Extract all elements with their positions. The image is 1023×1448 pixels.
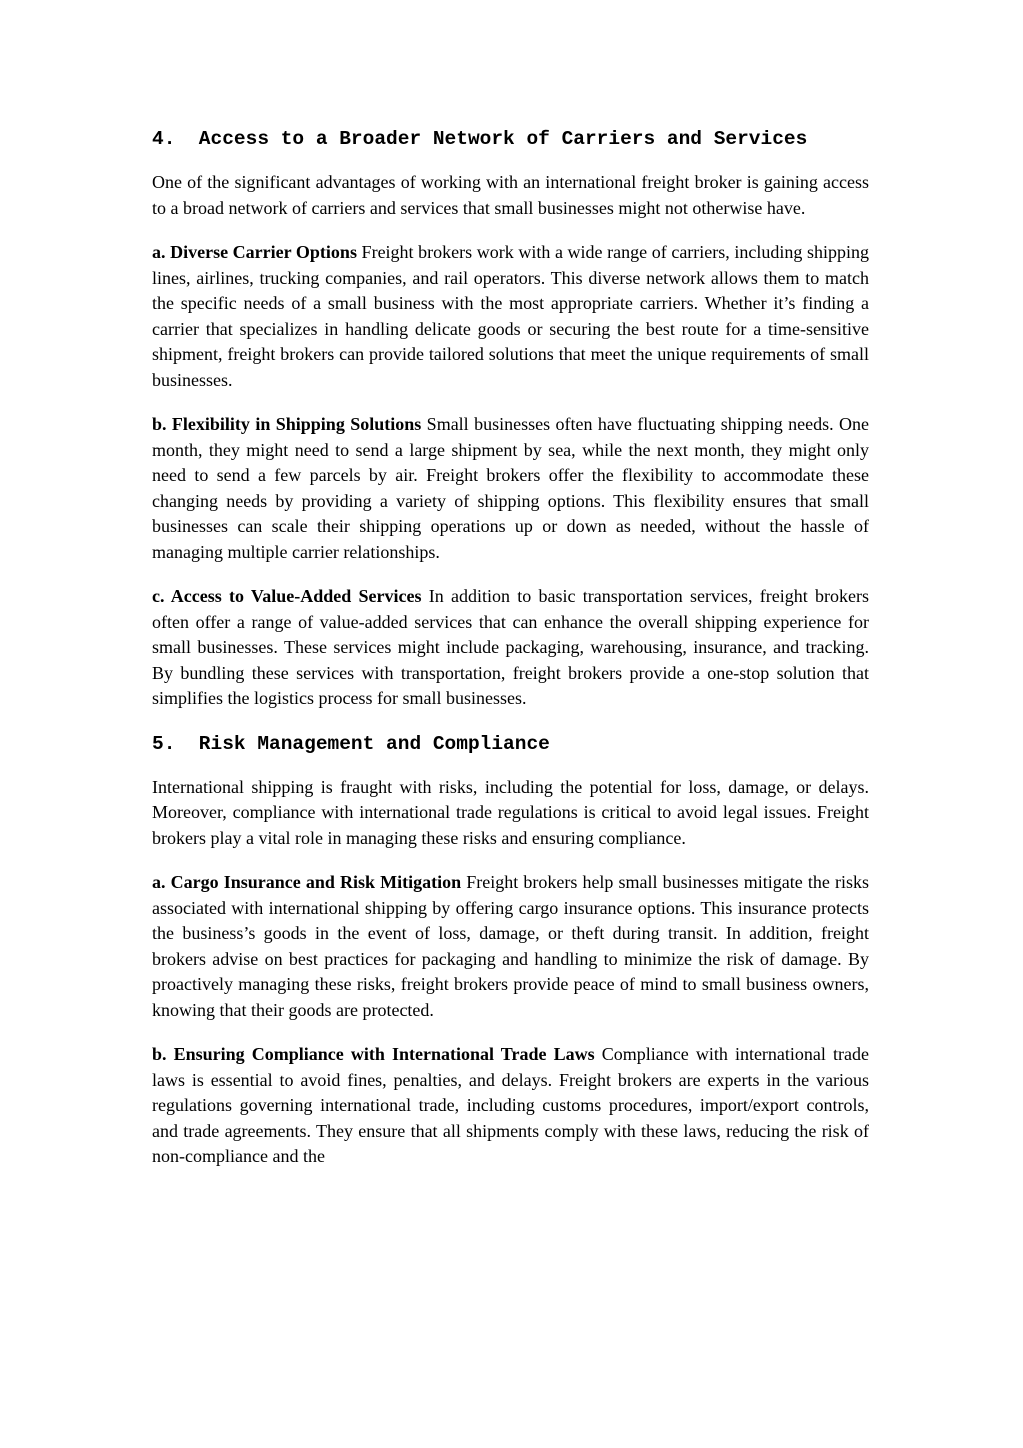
paragraph-4a — [152, 240, 869, 393]
paragraph-text: Compliance with international trade laws is essential to avoid fines, penalties, and delays. Freight brokers are experts in the various regulations governing international trade, including customs procedures, import/export controls, and trade agreements. They ensure that all shipments comply with these laws, reducing the risk of non-compliance and the — [152, 1044, 869, 1166]
paragraph-text: International shipping is fraught with risks, including the potential for loss, damage, or delays. Moreover, compliance with international trade regulations is critical to avoid legal issues. Freight brokers play a vital role in managing these risks and ensuring compliance. — [152, 776, 869, 848]
section-heading-5: 5. Risk Management and Compliance — [152, 732, 550, 755]
paragraph-lead: b. Ensuring Compliance with International Trade Laws — [152, 1044, 595, 1064]
paragraph-4c — [152, 584, 869, 712]
section-heading-4: 4. Access to a Broader Network of Carriers and Services — [152, 128, 808, 150]
paragraph-text: Freight brokers work with a wide range of carriers, including shipping lines, airlines, trucking companies, and rail operators. This diverse network allows them to match the specific needs of a small business with the most appropriate carriers. Whether it’s finding a carrier that specializes in handling delicate goods or securing the best route for a time-sensitive shipment, freight brokers can provide tailored solutions that meet the unique requirements of small businesses. — [152, 242, 869, 390]
paragraph-5b — [152, 1042, 869, 1170]
paragraph-lead: b. Flexibility in Shipping Solutions — [152, 414, 422, 434]
paragraph-intro-5 — [152, 775, 869, 852]
paragraph-text: Freight brokers help small businesses mitigate the risks associated with international shipping by offering cargo insurance options. This insurance protects the business’s goods in the event of loss, damage, or theft during transit. In addition, freight brokers advise on best practices for packaging and handling to minimize the risk of damage. By proactively managing these risks, freight brokers provide peace of mind to small business owners, knowing that their goods are protected. — [152, 872, 869, 1020]
document-content — [152, 126, 869, 1189]
paragraph-intro-4 — [152, 170, 869, 221]
paragraph-lead: a. Cargo Insurance and Risk Mitigation — [152, 872, 462, 892]
paragraph-text: One of the significant advantages of working with an international freight broker is gaining access to a broad network of carriers and services that small businesses might not otherwise have. — [152, 172, 869, 218]
paragraph-5a — [152, 870, 869, 1023]
paragraph-text: Small businesses often have fluctuating shipping needs. One month, they might need to send a large shipment by sea, while the next month, they might only need to send a few parcels by air. Freight brokers offer the flexibility to accommodate these changing needs by providing a variety of shipping options. This flexibility ensures that small businesses can scale their shipping operations up or down as needed, without the hassle of managing multiple carrier relationships. — [152, 414, 869, 562]
paragraph-4b — [152, 412, 869, 565]
paragraph-text: In addition to basic transportation services, freight brokers often offer a range of value-added services that can enhance the overall shipping experience for small businesses. These services might include packaging, warehousing, insurance, and tracking. By bundling these services with transportation, freight brokers provide a one-stop solution that simplifies the logistics process for small businesses. — [152, 586, 869, 708]
paragraph-lead: c. Access to Value-Added Services — [152, 586, 422, 606]
paragraph-lead: a. Diverse Carrier Options — [152, 242, 357, 262]
